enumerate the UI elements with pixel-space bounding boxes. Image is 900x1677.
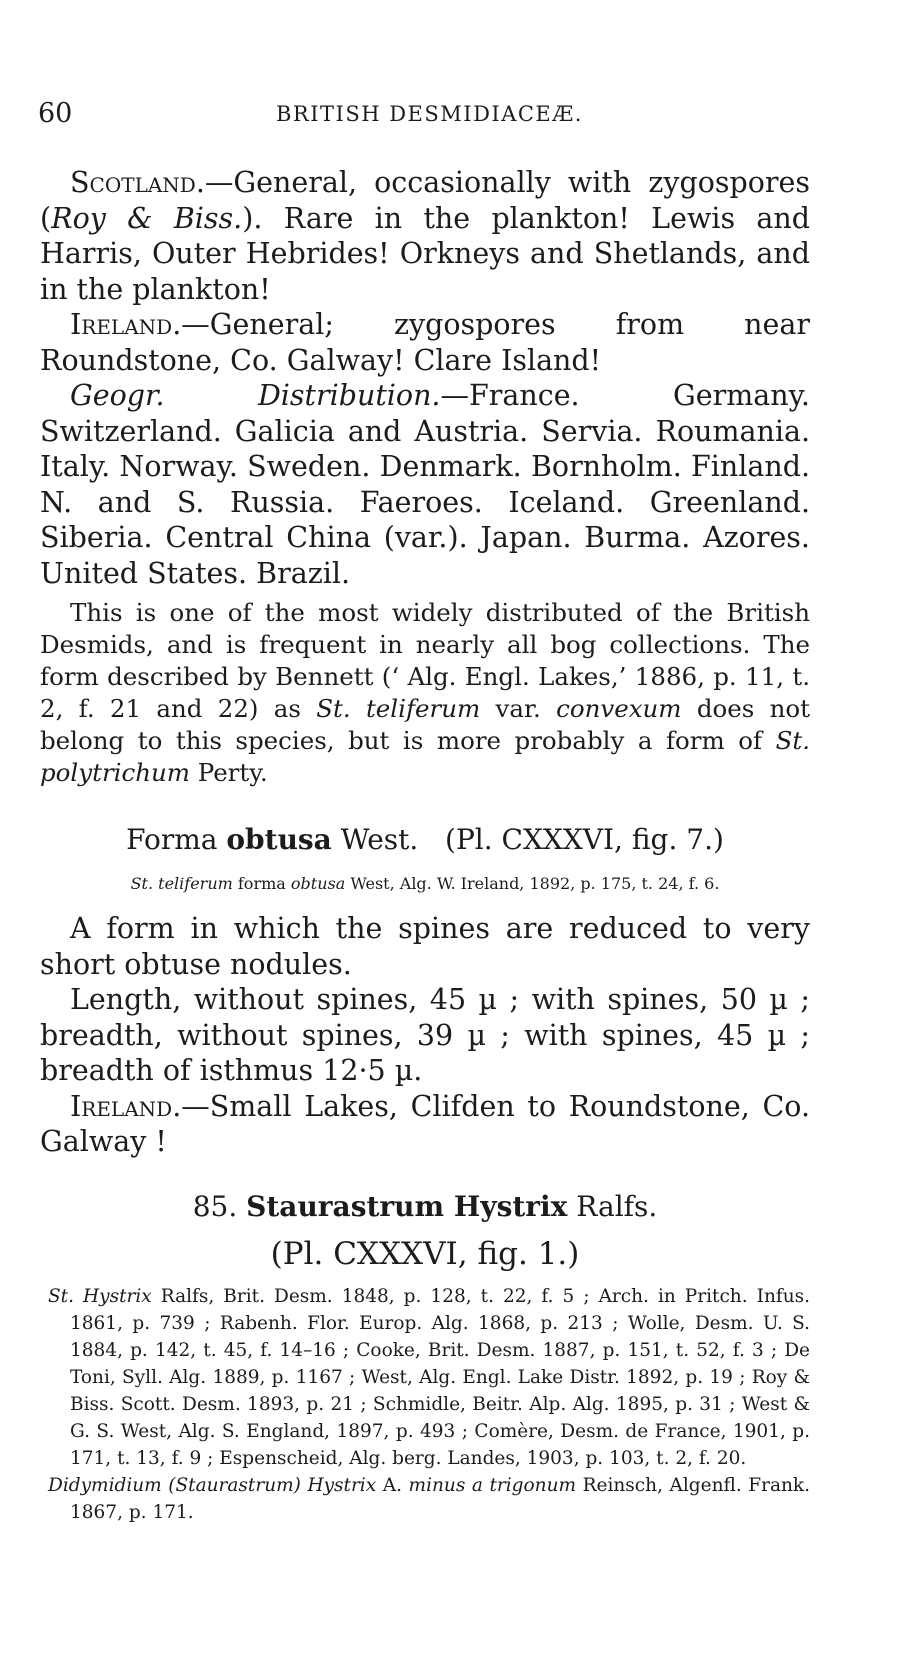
species-name: St. polytrichum bbox=[40, 726, 810, 787]
forma-plate-reference: (Pl. CXXXVI, fig. 7.) bbox=[445, 823, 724, 856]
species-plate-reference: (Pl. CXXXVI, fig. 1.) bbox=[270, 1236, 580, 1272]
scotland-label: Scotland bbox=[70, 166, 196, 199]
ireland-label: Ireland bbox=[70, 308, 173, 341]
scotland-paragraph: Scotland.—General, occasionally with zygospores (Roy & Biss.). Rare in the plankton! Lewis and Harris, Outer Hebrides! Orkneys and Shetlands, and in the plankton! bbox=[40, 166, 811, 306]
species-synonyms: St. Hystrix Ralfs, Brit. Desm. 1848, p. 128, t. 22, f. 5 ; Arch. in Pritch. Infus. 1861, p. 739 ; Rabenh. Flor. Europ. Alg. 1868, p. 213 ; Wolle, Desm. U. S. 1884, p. 142, t. 45, f. 14–16 ; Cooke, Brit. Desm. 1887, p. 151, t. 52, f. 3 ; De Toni, Syll. Alg. 1889, p. 1167 ; West, Alg. Engl. Lake Distr. 1892, p. 19 ; Roy & Biss. Scott. Desm. 1893, p. 21 ; Schmidle, Beitr. Alp. Alg. 1895, p. 31 ; West & G. S. West, Alg. S. England, 1897, p. 493 ; Comère, Desm. de France, 1901, p. 171, t. 13, f. 9 ; Espenscheid, Alg. berg. Landes, 1903, p. 103, t. 2, f. 20. Didymidium (Staurastrum) Hystrix A. minus a trigonum Reinsch, Algenfl. Frank. 1867, p. 171. bbox=[48, 1286, 811, 1523]
geogr-label: Geogr. Distribution. bbox=[70, 379, 441, 412]
variety-name: convexum bbox=[556, 694, 682, 723]
forma-description-section bbox=[40, 911, 810, 1160]
distribution-section bbox=[40, 165, 810, 591]
species-number: 85. bbox=[192, 1190, 238, 1223]
species-name: St. teliferum bbox=[316, 694, 481, 723]
species-heading: 85. Staurastrum Hystrix Ralfs. bbox=[192, 1190, 658, 1223]
forma-description: A form in which the spines are reduced to very short obtuse nodules. bbox=[40, 912, 810, 981]
running-title: BRITISH DESMIDIACEÆ. bbox=[276, 102, 583, 126]
note-paragraph: This is one of the most widely distributed of the British Desmids, and is frequent in nearly all bog collections. The form described by Bennett (‘ Alg. Engl. Lakes,’ 1886, p. 11, t. 2, f. 21 and 22) as St. teliferum var. convexum does not belong to this species, but is more probably a form of St. polytrichum Perty. bbox=[40, 598, 810, 787]
forma-ireland: Ireland.—Small Lakes, Clifden to Roundstone, Co. Galway ! bbox=[40, 1089, 810, 1158]
forma-heading: Forma obtusa West. (Pl. CXXXVI, fig. 7.) bbox=[126, 823, 724, 856]
forma-synonym: St. teliferum forma obtusa West, Alg. W. Ireland, 1892, p. 175, t. 24, f. 6. bbox=[130, 874, 720, 893]
page-header bbox=[38, 98, 862, 132]
scotland-citation: Roy & Biss. bbox=[51, 201, 243, 235]
forma-measurements: Length, without spines, 45 µ ; with spines, 50 µ ; breadth, without spines, 39 µ ; with spines, 45 µ ; breadth of isthmus 12·5 µ. bbox=[40, 983, 810, 1087]
species-title: Staurastrum Hystrix bbox=[246, 1190, 568, 1223]
geographic-distribution-paragraph: Geogr. Distribution.—France. Germany. Switzerland. Galicia and Austria. Servia. Roumania. Italy. Norway. Sweden. Denmark. Bornholm. Finland. N. and S. Russia. Faeroes. Iceland. Greenland. Siberia. Central China (var.). Japan. Burma. Azores. United States. Brazil. bbox=[40, 379, 810, 590]
ireland-paragraph: Ireland.—General; zygospores from near Roundstone, Co. Galway! Clare Island! bbox=[40, 308, 810, 377]
forma-name: obtusa bbox=[226, 823, 332, 856]
page-number: 60 bbox=[38, 98, 73, 129]
